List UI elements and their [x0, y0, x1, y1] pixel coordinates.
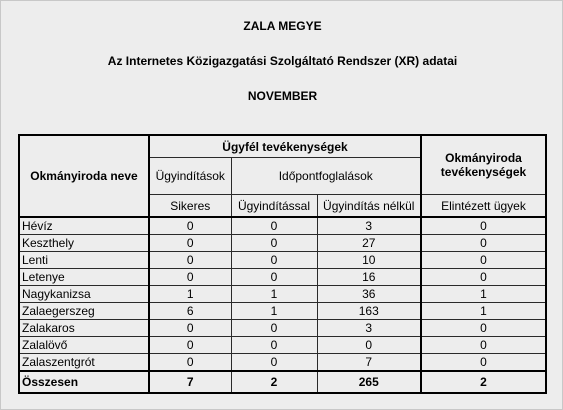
office-name: Zalaszentgrót: [19, 354, 149, 372]
total-successful: 7: [149, 371, 231, 393]
table-row: [19, 217, 546, 235]
successful-value: 0: [149, 269, 231, 286]
table-row: [19, 354, 546, 372]
office-name: Keszthely: [19, 235, 149, 252]
completed-value: 0: [421, 235, 546, 252]
without-initiation-value: 10: [317, 252, 421, 269]
appointments-header: Időpontfoglalások: [231, 158, 421, 195]
completed-value: 0: [421, 217, 546, 235]
successful-header: Sikeres: [149, 195, 231, 218]
office-name: Zalalövő: [19, 337, 149, 354]
with-initiation-value: 0: [231, 354, 317, 372]
successful-value: 0: [149, 337, 231, 354]
office-name: Nagykanizsa: [19, 286, 149, 303]
with-initiation-value: 0: [231, 235, 317, 252]
successful-value: 0: [149, 320, 231, 337]
without-initiation-value: 3: [317, 320, 421, 337]
client-activities-header: Ügyfél tevékenységek: [149, 135, 421, 158]
report-subtitle: Az Internetes Közigazgatási Szolgáltató Rendszer (XR) adatai: [107, 54, 458, 68]
with-initiation-value: 1: [231, 286, 317, 303]
with-initiation-value: 0: [231, 337, 317, 354]
table-row: [19, 286, 546, 303]
table-row: [19, 337, 546, 354]
office-name-header: Okmányiroda neve: [19, 135, 149, 217]
table-row: [19, 252, 546, 269]
without-initiation-value: 3: [317, 217, 421, 235]
with-initiation-header: Ügyindítással: [231, 195, 317, 218]
with-initiation-value: 0: [231, 320, 317, 337]
completed-value: 1: [421, 286, 546, 303]
office-activities-header: Okmányiroda tevékenységek: [421, 135, 546, 195]
successful-value: 1: [149, 286, 231, 303]
with-initiation-value: 0: [231, 217, 317, 235]
total-label: Összesen: [19, 371, 149, 393]
total-with-initiation: 2: [231, 371, 317, 393]
without-initiation-header: Ügyindítás nélkül: [317, 195, 421, 218]
completed-value: 0: [421, 354, 546, 372]
initiations-header: Ügyindítások: [149, 158, 231, 195]
office-name: Letenye: [19, 269, 149, 286]
statistics-table: [18, 134, 547, 394]
total-row: [19, 371, 546, 393]
report-month: NOVEMBER: [247, 89, 318, 103]
completed-value: 0: [421, 269, 546, 286]
with-initiation-value: 0: [231, 269, 317, 286]
successful-value: 6: [149, 303, 231, 320]
total-completed: 2: [421, 371, 546, 393]
completed-value: 0: [421, 320, 546, 337]
office-name: Zalaegerszeg: [19, 303, 149, 320]
table-row: [19, 269, 546, 286]
successful-value: 0: [149, 235, 231, 252]
successful-value: 0: [149, 354, 231, 372]
without-initiation-value: 163: [317, 303, 421, 320]
without-initiation-value: 0: [317, 337, 421, 354]
successful-value: 0: [149, 217, 231, 235]
office-name: Lenti: [19, 252, 149, 269]
table-row: [19, 235, 546, 252]
with-initiation-value: 1: [231, 303, 317, 320]
county-title: ZALA MEGYE: [243, 19, 322, 33]
completed-value: 0: [421, 337, 546, 354]
completed-value: 0: [421, 252, 546, 269]
without-initiation-value: 36: [317, 286, 421, 303]
total-without-initiation: 265: [317, 371, 421, 393]
completed-cases-header: Elintézett ügyek: [421, 195, 546, 218]
with-initiation-value: 0: [231, 252, 317, 269]
table-row: [19, 303, 546, 320]
completed-value: 1: [421, 303, 546, 320]
office-name: Zalakaros: [19, 320, 149, 337]
without-initiation-value: 27: [317, 235, 421, 252]
without-initiation-value: 7: [317, 354, 421, 372]
office-name: Hévíz: [19, 217, 149, 235]
table-row: [19, 320, 546, 337]
without-initiation-value: 16: [317, 269, 421, 286]
successful-value: 0: [149, 252, 231, 269]
